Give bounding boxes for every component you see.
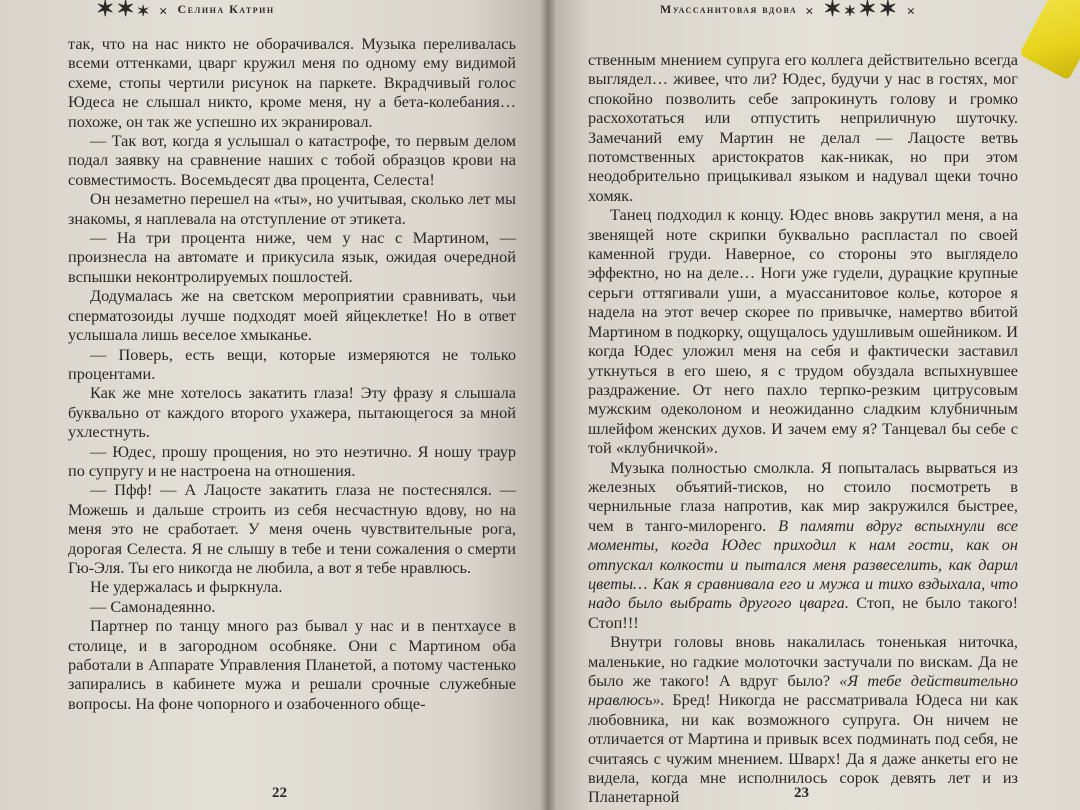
paragraph	[588, 50, 1018, 205]
text-run: ственным мнением супруга его коллега действительно всегда выглядел… живее, что ли? Юдес, будучи у нас в гостях, мог спокойно позволить себе запрокинуть голову и громко расхохотаться или отпустить неприличную шуточку. Замечаний ему Мартин не делал — Лацосте ветвь потомственных аристократов как-никак, но при этом неодобрительно прицыкивал языком и надувал щеки точно хомяк.	[588, 50, 1018, 205]
paragraph: — Пфф! — А Лацосте закатить глаза не постеснялся. — Можешь и дальше строить из себя несчастную вдову, но на меня это не сработает. У меня очень чувствительные рога, дорогая Селеста. Я не слышу в тебе и тени сожаления о смерти Гю-Эля. Ты его никогда не любила, а вот я тебе нравлюсь.	[68, 480, 516, 577]
paragraph: Додумалась же на светском мероприятии сравнивать, чьи сперматозоиды лучше подходят моей яйцеклетке! Но в ответ услышала лишь веселое хмыканье.	[68, 286, 516, 345]
book-spine-shadow	[540, 0, 556, 810]
paragraph: — На три процента ниже, чем у нас с Мартином, — произнесла на автомате и прикусила язык, ожидая очередной вспышки неконтролируемых пошлостей.	[68, 228, 516, 286]
author-running-head: Селина Катрин	[177, 1, 275, 16]
paragraph: Как же мне хотелось закатить глаза! Эту фразу я слышала буквально от каждого второго ухажера, пытающегося за мной ухлестнуть.	[68, 383, 516, 442]
star-ornament-icon: × ✶✶✶✶ ×	[805, 0, 918, 21]
text-run: Внутри головы вновь накалилась тоненькая ниточка, маленькие, но гадкие молоточки застучали по вискам. Да не было же такого! А вдруг было?	[588, 632, 1018, 690]
yellow-marker	[1019, 0, 1080, 81]
paragraph: Не удержалась и фыркнула.	[90, 577, 283, 597]
text-run: Музыка полностью смолкла. Я попыталась вырваться из железных объятий-тисков, но стоило посмотреть в чернильные глаза напротив, как мир закружился быстрее, чем в танго-милоренго.	[588, 457, 1018, 535]
paragraph: — Самонадеянно.	[90, 596, 216, 616]
paragraph: Партнер по танцу много раз бывал у нас и в пентхаусе в столице, и в загородном особняке. Они с Мартином оба работали в Аппарате Управления Планетой, а потому частенько запирались в кабинете мужа и решали срочные служебные вопросы. На фоне чопорного и озабоченного обще-	[68, 616, 516, 713]
paragraph: — Юдес, прошу прощения, но это неэтично. Я ношу траур по супругу и не настроена на отношения.	[68, 441, 516, 480]
right-running-head	[660, 0, 917, 20]
right-page-number: 23	[794, 785, 809, 801]
text-run: Стоп, не было такого! Стоп!!!	[588, 593, 1019, 632]
italic-text: В памяти вдруг вспыхнули все моменты, когда Юдес приходил к нам гости, как он отпускал колкости и пытался меня развеселить, как дарил цветы… Как я сравнивала его и мужа и тихо вздыхала, что надо было выбрать другого цварга.	[588, 515, 1018, 613]
left-running-head	[96, 0, 275, 20]
left-page-body	[68, 34, 516, 713]
text-run: Танец подходил к концу. Юдес вновь закрутил меня, а на звенящей ноте скрипки буквально распластал по своей каменной груди. Наверное, со стороны это выглядело эффектно, но на деле… Ноги уже гудели, дурацкие крупные серьги оттягивали уши, а муассанитовое колье, которое я надела на этот вечер скорее по привычке, намертво вбитой Мартином в подкорку, ощущалось удушливым ошейником. И когда Юдес уложил меня на себя и фактически заставил уткнуться в его шею, я с трудом обуздала вспыхнувшее раздражение. От него пахло терпко-резким цитрусовым мужским одеколоном и неожиданно сладким клубничным шлейфом женских духов. И зачем ему я? Танцевал бы себе с той «клубничкой».	[588, 205, 1018, 458]
star-ornament-icon: ✶✶✶ ×	[96, 0, 170, 21]
title-running-head: Муассанитовая вдова	[660, 1, 798, 16]
paragraph: так, что на нас никто не оборачивался. Музыка переливалась всеми оттенками, цварг кружил меня по одному ему видимой схеме, стопы чертили рисунок на паркете. Вкрадчивый голос Юдеса не слышал никто, кроме меня, ну а бета-колебания… похоже, он так же успешно их экранировал.	[68, 34, 516, 131]
paragraph	[588, 458, 1018, 633]
paragraph	[588, 205, 1018, 457]
paragraph: Он незаметно перешел на «ты», но учитывая, сколько лет мы знакомы, я наплевала на отступление от этикета.	[68, 189, 516, 228]
italic-text: «Я тебе действительно нравлюсь».	[588, 671, 1018, 710]
right-page-body	[588, 50, 1018, 807]
paragraph: — Поверь, есть вещи, которые измеряются не только процентами.	[68, 344, 516, 383]
paragraph: — Так вот, когда я услышал о катастрофе, то первым делом подал заявку на сравнение наших с тобой образцов крови на совместимость. Восемьдесят два процента, Селеста!	[68, 131, 516, 189]
text-run: Бред! Никогда не рассматривала Юдеса ни как любовника, ни как возможного супруга. Он ничем не отличается от Мартина и привык всех подминать под себя, не считаясь с чужим мнением. Шварх! Да я даже анкеты его не видела, когда мне исполнилось сорок девять лет и из Планетарной	[588, 690, 1018, 807]
paragraph	[588, 632, 1018, 807]
left-page-number: 22	[272, 785, 287, 801]
